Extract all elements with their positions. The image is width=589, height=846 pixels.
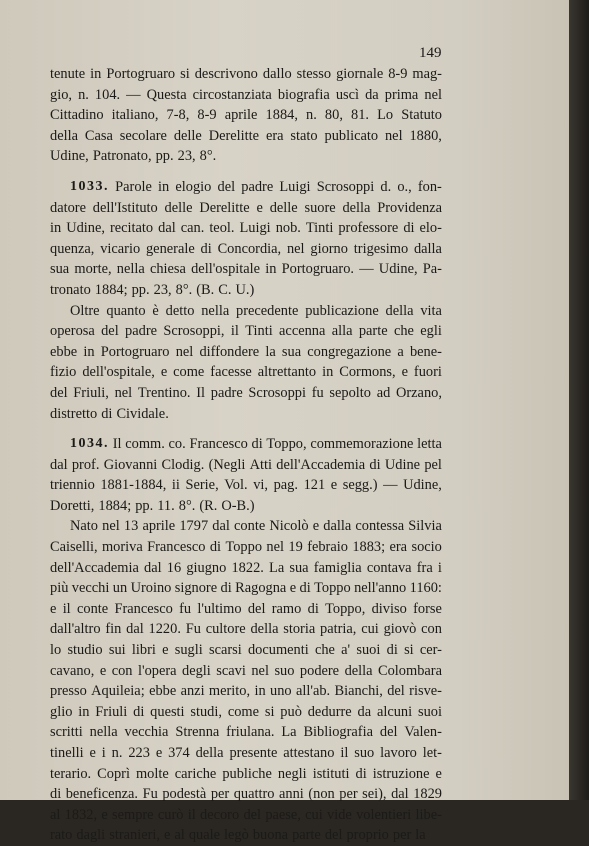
text-line: e il conte Francesco fu l'ultimo del ramo di Toppo, diviso forse bbox=[50, 600, 442, 617]
text-line: Caiselli, moriva Francesco di Toppo nel 19 febraio 1883; era socio bbox=[50, 539, 442, 556]
text-line: glio in Friuli di questi studi, come si può dedurre da alcuni suoi bbox=[50, 703, 442, 720]
text-line: gio, n. 104. — Questa circostanziata biografia uscì da prima nel bbox=[50, 86, 442, 103]
text-line: ebbe in Portogruaro nel diffondere la sua congregazione a bene- bbox=[50, 343, 442, 360]
text-line: Cittadino italiano, 7-8, 8-9 aprile 1884, n. 80, 81. Lo Statuto bbox=[50, 107, 442, 124]
text-line: scritti nella vecchia Strenna friulana. La Bibliografia del Valen- bbox=[50, 724, 442, 741]
text-line: tinelli e i n. 223 e 374 della presente attestano il suo lavoro let- bbox=[50, 745, 442, 761]
text-line: operosa del padre Scrosoppi, il Tinti accenna alla parte che egli bbox=[50, 323, 442, 340]
text-line: lo studio sui libri e sugli scarsi documenti che a' suoi di si cer- bbox=[50, 642, 442, 659]
text-line: 1033. Parole in elogio del padre Luigi Scrosoppi d. o., fon- bbox=[50, 177, 442, 198]
text-line: Doretti, 1884; pp. 11. 8°. (R. O-B.) bbox=[50, 497, 255, 514]
page-number: 149 bbox=[419, 45, 442, 61]
text-line: al 1832, e sempre curò il decoro del paese, cui vide volentieri libe- bbox=[50, 806, 442, 823]
text-line: dell'Accademia dal 16 giugno 1822. La sua famiglia contava fra i bbox=[50, 559, 442, 576]
text-line: Udine, Patronato, pp. 23, 8°. bbox=[50, 148, 217, 165]
text-line: della Casa secolare delle Derelitte era stato publicato nel 1880, bbox=[50, 127, 442, 144]
entry-number: 1034. bbox=[70, 436, 109, 452]
text-line: dall'altro fin dal 1220. Fu cultore della storia patria, cui giovò con bbox=[50, 621, 442, 638]
text-line: triennio 1881-1884, ii Serie, Vol. vi, pag. 121 e segg.) — Udine, bbox=[50, 477, 442, 494]
text-line: 1034. Il comm. co. Francesco di Toppo, commemorazione letta bbox=[50, 434, 442, 455]
text-line: più vecchi un Uroino signore di Ragogna e di Toppo nell'anno 1160: bbox=[50, 580, 442, 597]
text-line: tenute in Portogruaro si descrivono dallo stesso giornale 8-9 mag- bbox=[50, 66, 442, 82]
text-line: cavano, e con l'opera degli scavi nel suo podere della Colombara bbox=[50, 662, 442, 679]
text-line: fizio dell'ospitale, e come facesse altrettanto in Cormons, e fuori bbox=[50, 364, 442, 381]
text-line: quenza, vicario generale di Concordia, nel giorno trigesimo dalla bbox=[50, 240, 442, 257]
text-line: tronato 1884; pp. 23, 8°. (B. C. U.) bbox=[50, 281, 255, 298]
text-line: distretto di Cividale. bbox=[50, 405, 169, 422]
text-line: dal prof. Giovanni Clodig. (Negli Atti dell'Accademia di Udine pel bbox=[50, 456, 442, 473]
text-line: del Friuli, nel Trentino. Il padre Scrosoppi fu sepolto ad Orzano, bbox=[50, 384, 442, 401]
text-line: rato dagli stranieri, e al quale legò buona parte del proprio per la bbox=[50, 827, 426, 844]
text-line: in Udine, recitato dal can. teol. Luigi nob. Tinti professore di elo- bbox=[50, 220, 442, 237]
text-line: Oltre quanto è detto nella precedente publicazione della vita bbox=[70, 302, 442, 319]
text-line: datore dell'Istituto delle Derelitte e delle suore della Providenza bbox=[50, 199, 442, 216]
text-line: terario. Coprì molte cariche publiche negli istituti di istruzione e bbox=[50, 765, 442, 782]
book-spine-shadow bbox=[569, 0, 589, 800]
entry-number: 1033. bbox=[70, 178, 109, 194]
page-body bbox=[50, 64, 442, 846]
text-line: Nato nel 13 aprile 1797 dal conte Nicolò e dalla contessa Silvia bbox=[70, 518, 442, 535]
text-line: di beneficenza. Fu podestà per quattro anni (non per sei), dal 1829 bbox=[50, 786, 442, 803]
text-line: sua morte, nella chiesa dell'ospitale in Portogruaro. — Udine, Pa- bbox=[50, 261, 442, 278]
text-line: presso Aquileia; ebbe anzi merito, in uno all'ab. Bianchi, del risve- bbox=[50, 683, 442, 700]
